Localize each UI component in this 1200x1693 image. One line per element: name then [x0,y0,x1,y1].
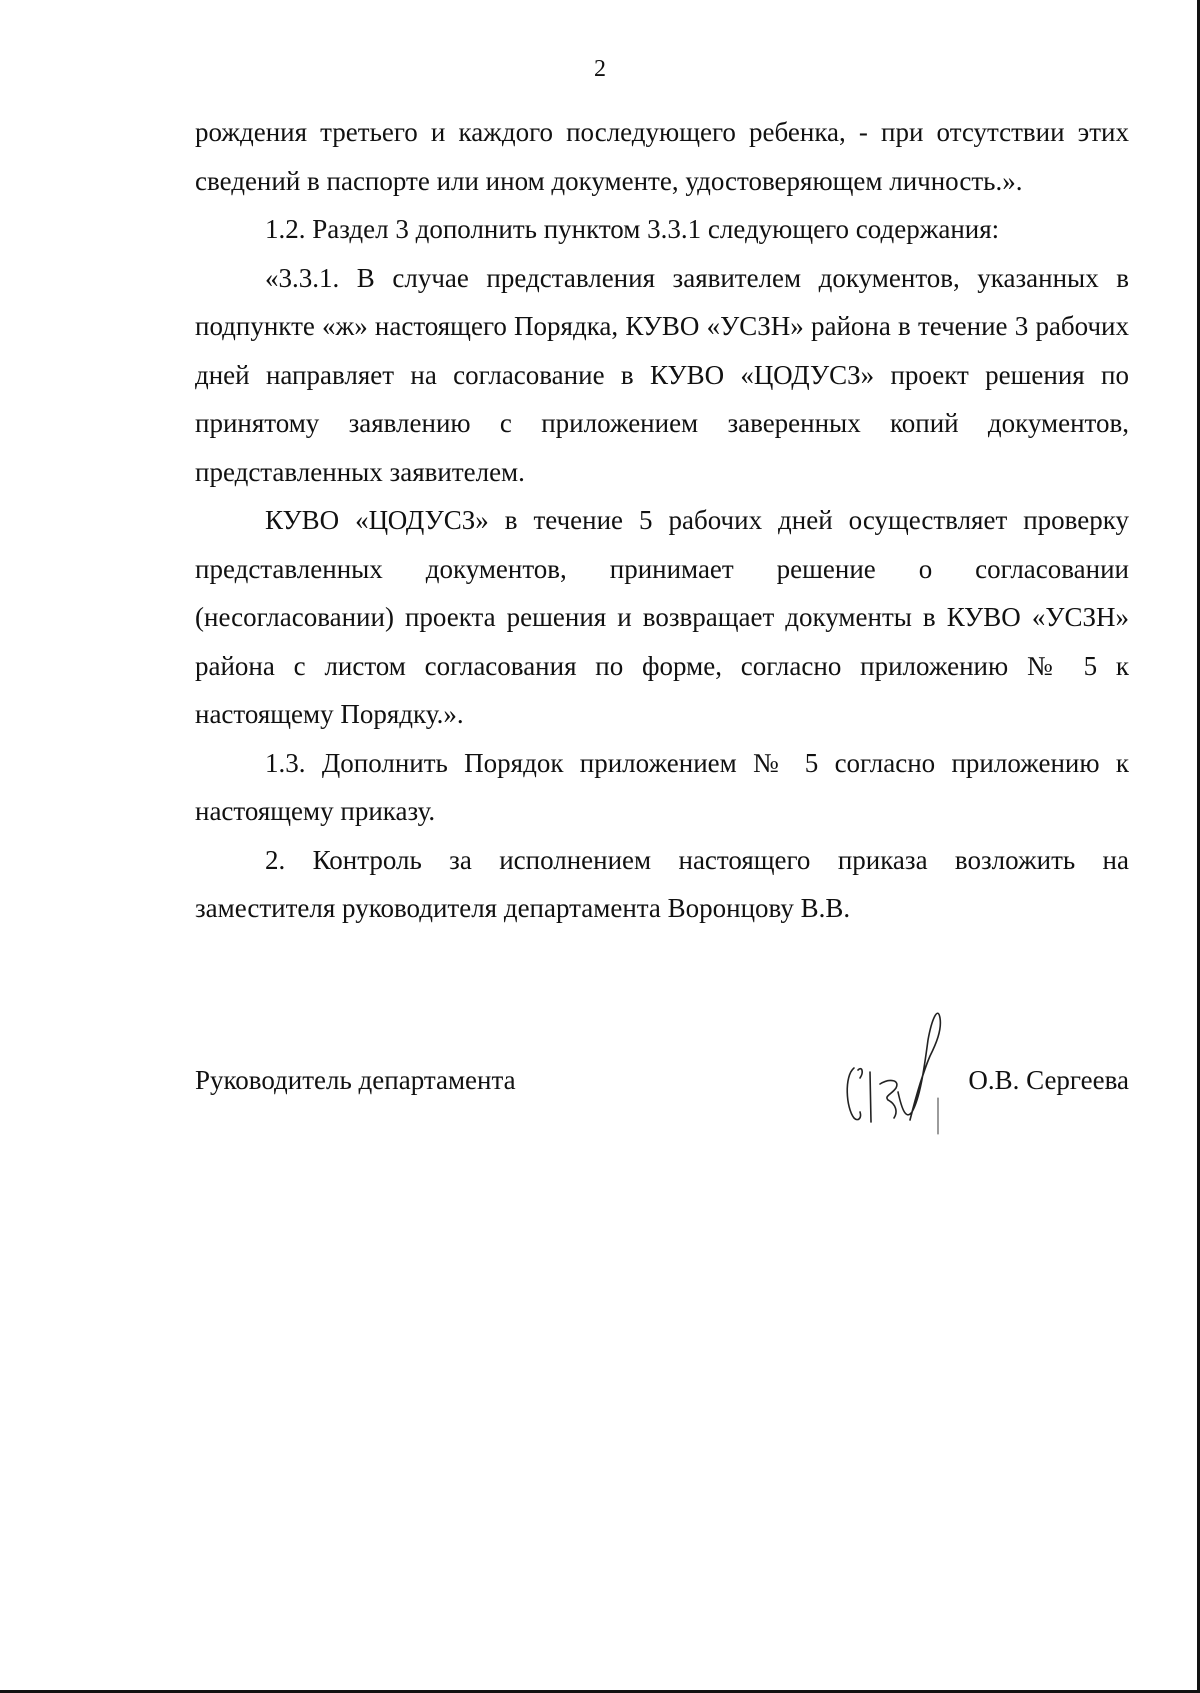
document-body [195,108,1129,933]
paragraph-control: 2. Контроль за исполнением настоящего приказа возложить на заместителя руководителя департамента Воронцову В.В. [195,844,1129,923]
paragraph-continuation: рождения третьего и каждого последующего ребенка, - при отсутствии этих сведений в паспорте или ином документе, удостоверяющем личность.». [195,117,1129,196]
signer-position: Руководитель департамента [195,1065,516,1095]
handwritten-signature [840,1000,960,1140]
paragraph-section-1-2: 1.2. Раздел 3 дополнить пунктом 3.3.1 следующего содержания: [265,214,1000,244]
signer-name: О.В. Сергеева [968,1065,1129,1095]
paragraph-clause-3-3-1: «3.3.1. В случае представления заявителем документов, указанных в подпункте «ж» настоящего Порядка, КУВО «УСЗН» района в течение 3 рабочих дней направляет на согласование в КУВО «ЦОДУСЗ» проект решения по принятому заявлению с приложением заверенных копий документов, представленных заявителем. [195,262,1129,487]
signature-block [195,1065,1129,1125]
paragraph-section-1-3: 1.3. Дополнить Порядок приложением № 5 согласно приложению к настоящему приказу. [195,747,1129,826]
page-number: 2 [594,56,606,82]
paragraph-verification: КУВО «ЦОДУСЗ» в течение 5 рабочих дней осуществляет проверку представленных документов, принимает решение о согласовании (несогласовании) проекта решения и возвращает документы в КУВО «УСЗН» района с листом согласования по форме, согласно приложению № 5 к настоящему Порядку.». [195,505,1129,729]
